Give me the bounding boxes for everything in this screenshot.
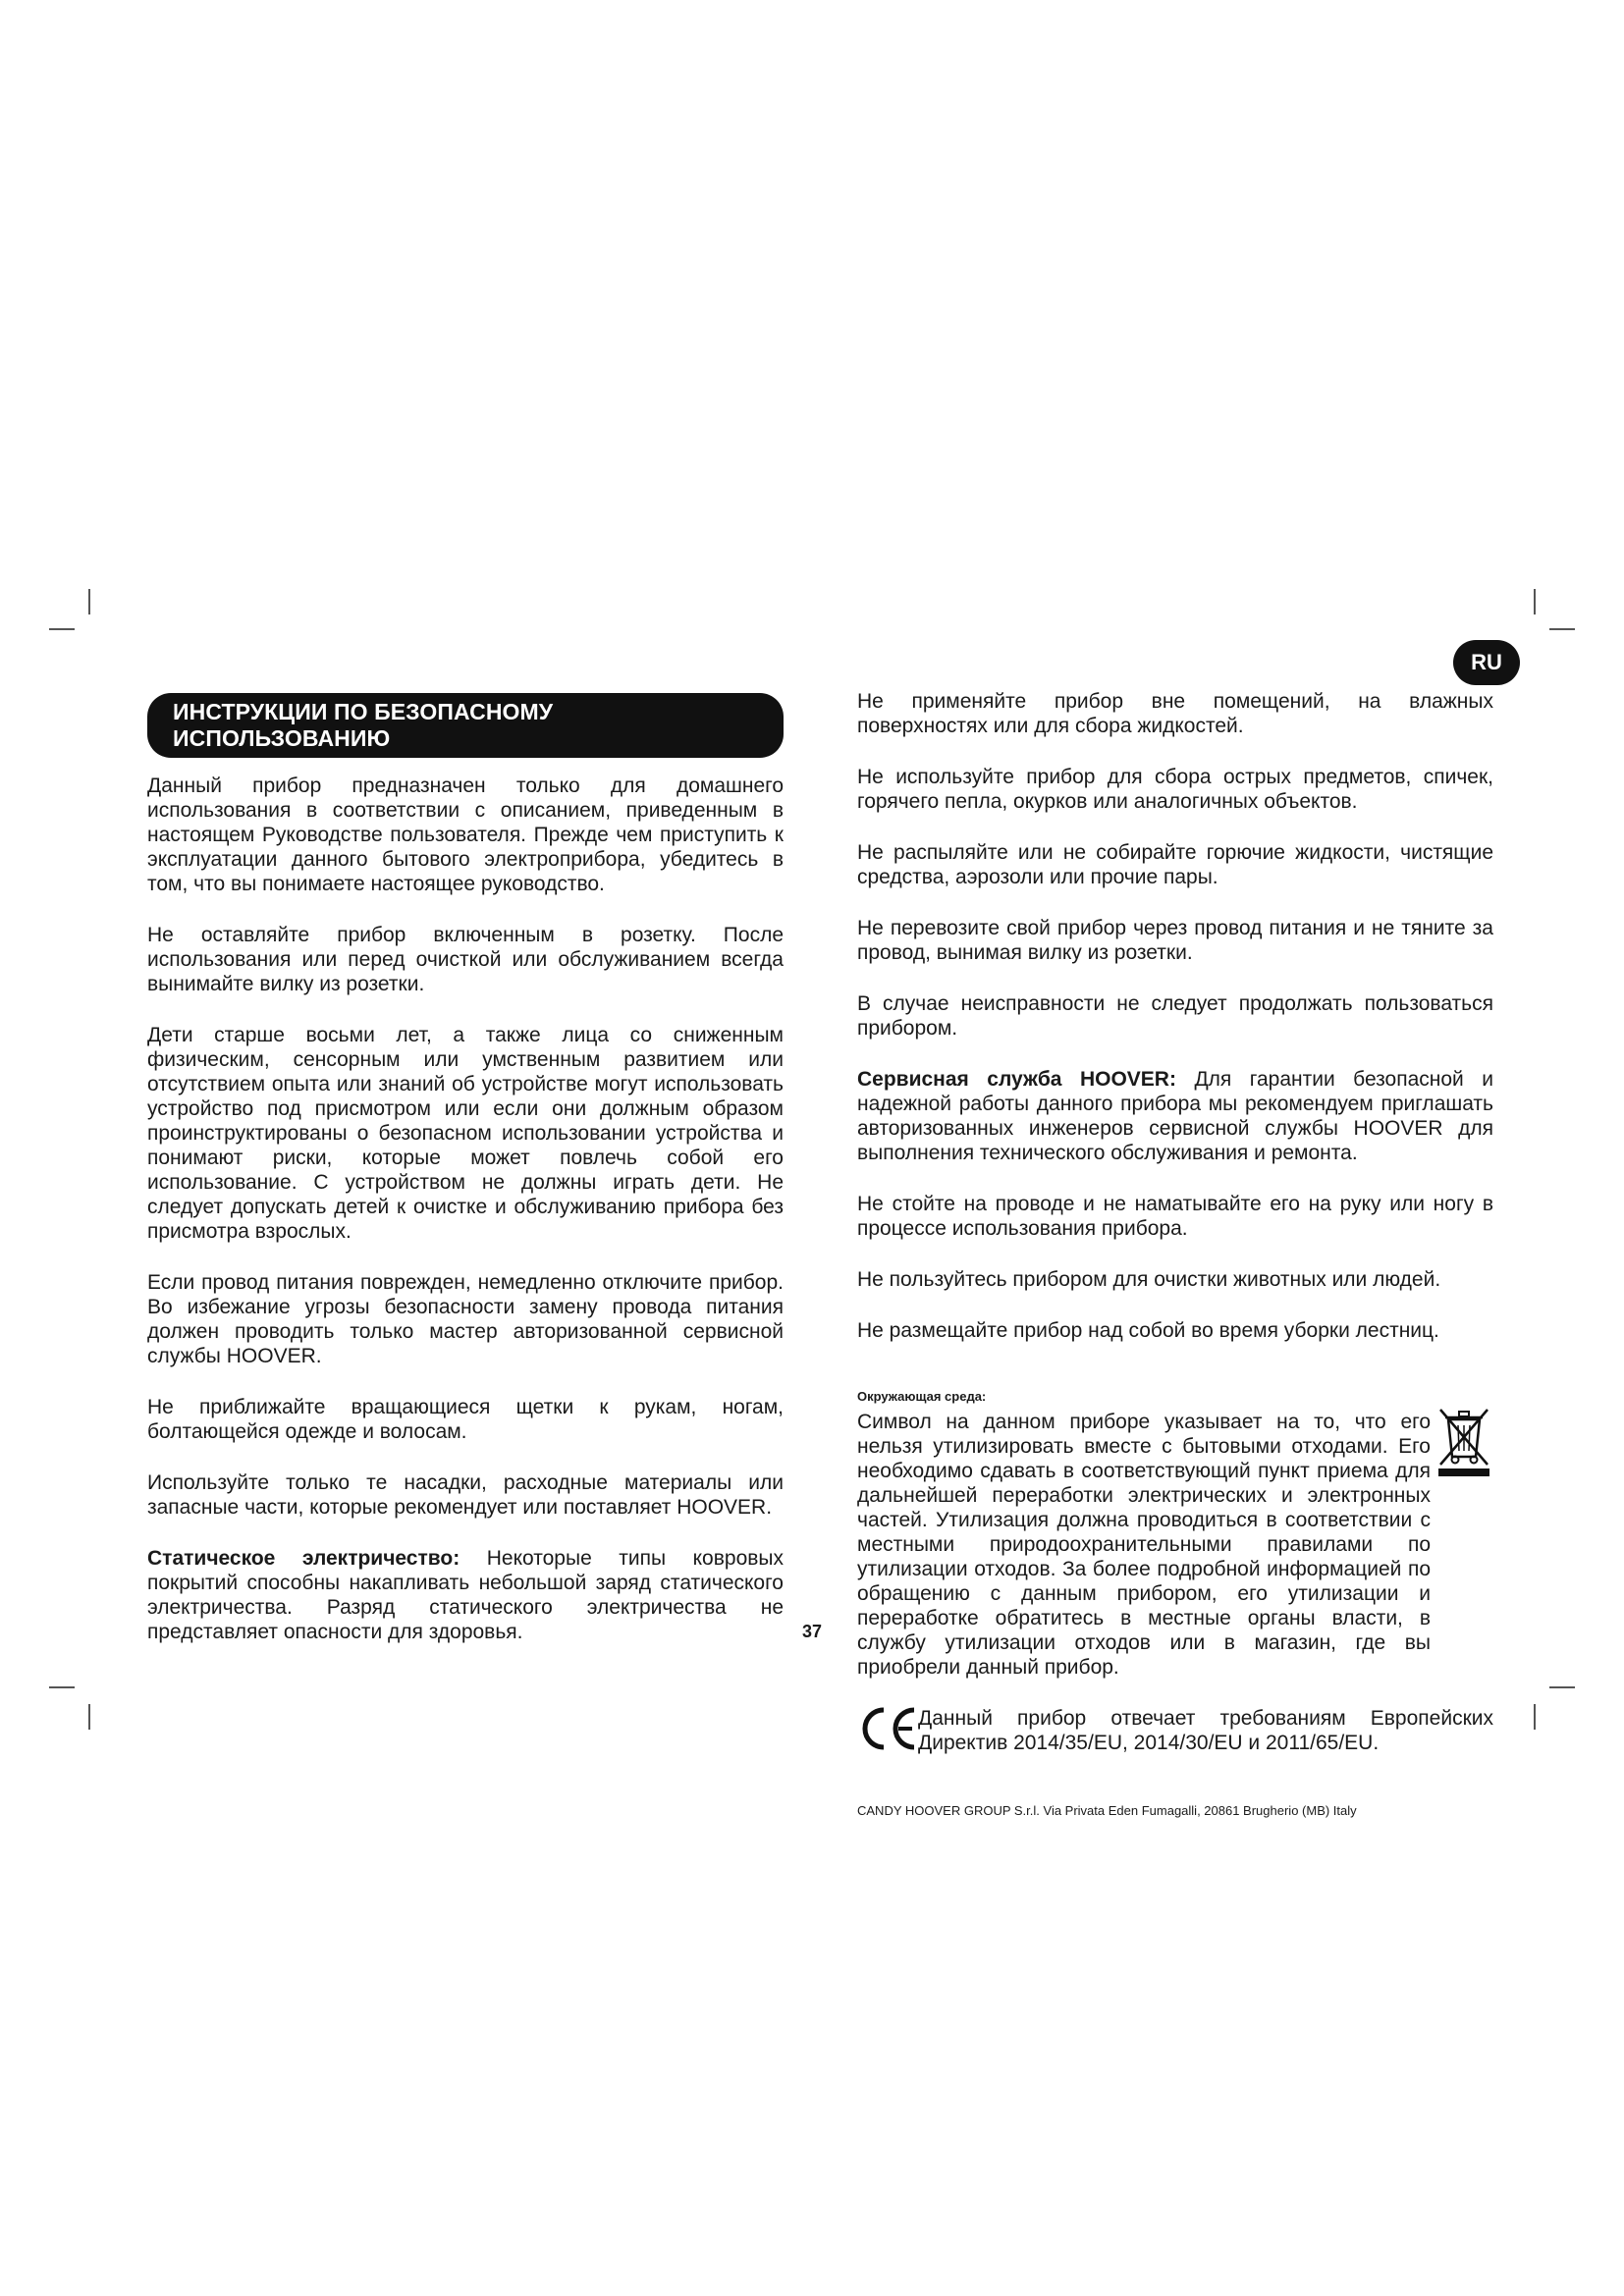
ce-compliance [857,1706,1493,1782]
paragraph: Если провод питания поврежден, немедленно отключите прибор. Во избежание угрозы безопасности замену провода питания должен проводить только мастер авторизованной сервисной службы HOOVER. [147,1271,784,1367]
paragraph: Не оставляйте прибор включенным в розетку. После использования или перед очисткой или обслуживанием всегда вынимайте вилку из розетки. [147,924,784,995]
left-column [147,687,784,1671]
static-electricity-text: Некоторые типы ковровых покрытий способны накапливать небольшой заряд статического электричества. Разряд статического электричества не представляет опасности для здоровья. [147,1547,784,1643]
paragraph: Не размещайте прибор над собой во время уборки лестниц. [857,1319,1439,1342]
crop-mark [49,628,75,630]
right-column [857,689,1493,1818]
paragraph: Не применяйте прибор вне помещений, на влажных поверхностях или для сбора жидкостей. [857,690,1493,737]
paragraph: Используйте только те насадки, расходные материалы или запасные части, которые рекомендует или поставляет HOOVER. [147,1471,784,1519]
ce-mark-icon [857,1706,918,1751]
language-badge: RU [1453,640,1520,685]
static-electricity-label: Статическое электричество: [147,1547,460,1570]
paragraph: Не распыляйте или не собирайте горючие жидкости, чистящие средства, аэрозоли или прочие пары. [857,841,1493,888]
crop-mark [1534,1704,1536,1730]
crop-mark [49,1686,75,1688]
service-text: Для гарантии безопасной и надежной работы данного прибора мы рекомендуем приглашать авторизованных инженеров сервисной службы HOOVER для выполнения технического обслуживания и ремонта. [857,1068,1493,1164]
section-heading: ИНСТРУКЦИИ ПО БЕЗОПАСНОМУ ИСПОЛЬЗОВАНИЮ [147,693,784,758]
company-address: CANDY HOOVER GROUP S.r.l. Via Privata Eden Fumagalli, 20861 Brugherio (MB) Italy [857,1803,1357,1818]
paragraph: Не стойте на проводе и не наматывайте его на руку или ногу в процессе использования прибора. [857,1193,1493,1240]
ce-text: Данный прибор отвечает требованиям Европейских Директив 2014/35/EU, 2014/30/EU и 2011/65/EU. [918,1707,1493,1754]
crop-mark [1549,1686,1575,1688]
crop-mark [88,589,90,614]
crop-mark [1549,628,1575,630]
paragraph: В случае неисправности не следует продолжать пользоваться прибором. [857,992,1493,1040]
service-label: Сервисная служба HOOVER: [857,1068,1176,1091]
weee-crossed-bin-icon [1436,1406,1491,1478]
paragraph: Данный прибор предназначен только для домашнего использования в соответствии с описанием, приведенным в настоящем Руководстве пользователя. Прежде чем приступить к эксплуатации данного бытового электроприбора, убедитесь в том, что вы понимаете настоящее руководство. [147,774,784,895]
paragraph: Не используйте прибор для сбора острых предметов, спичек, горячего пепла, окурков или аналогичных объектов. [857,766,1493,813]
paragraph: Не пользуйтесь прибором для очистки животных или людей. [857,1268,1441,1291]
environment-title: Окружающая среда: [857,1389,987,1404]
paragraph: Дети старше восьми лет, а также лица со сниженным физическим, сенсорным или умственным развитием или отсутствием опыта или знаний об устройстве могут использовать устройство под присмотром или если они должным образом проинструктированы о безопасном использовании устройства и понимают риски, которые может повлечь собой его использование. С устройством не должны играть дети. Не следует допускать детей к очистке и обслуживанию прибора без присмотра взрослых. [147,1024,784,1243]
environment-text: Символ на данном приборе указывает на то, что его нельзя утилизировать вместе с бытовыми отходами. Его необходимо сдавать в соответствующий пункт приема для дальнейшей переработки электрических и электронных частей. Утилизация должна проводиться в соответствии с местными природоохранительными правилами по утилизации отходов. За более подробной информацией по обращению с данным прибором, его утилизации и переработке обратитесь в местные органы власти, в службу утилизации отходов или в магазин, где вы приобрели данный прибор. [857,1411,1431,1679]
service-paragraph [857,1067,1493,1165]
crop-mark [88,1704,90,1730]
paragraph: Не перевозите свой прибор через провод питания и не тяните за провод, вынимая вилку из розетки. [857,917,1493,964]
crop-mark [1534,589,1536,614]
paragraph: Не приближайте вращающиеся щетки к рукам, ногам, болтающейся одежде и волосам. [147,1396,784,1443]
page-number: 37 [801,1622,823,1641]
